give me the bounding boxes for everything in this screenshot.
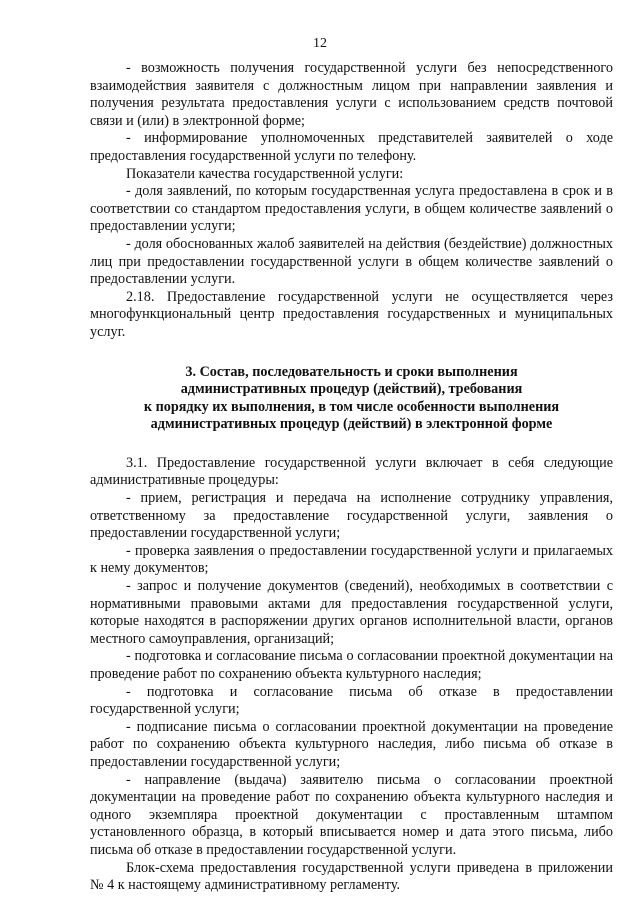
paragraph-complaints-share: - доля обоснованных жалоб заявителей на действия (бездействие) должностных лиц при предоставлении государственной услуги в общем количестве заявлений о предоставлении услуги. <box>90 235 613 288</box>
section-3-heading <box>90 364 613 434</box>
procedure-item: - проверка заявления о предоставлении государственной услуги и прилагаемых к нему документов; <box>90 542 613 577</box>
section-heading-line: 3. Состав, последовательность и сроки выполнения <box>185 363 518 380</box>
procedure-item: - подготовка и согласование письма о согласовании проектной документации на проведение работ по сохранению объекта культурного наследия; <box>90 648 613 682</box>
document-body <box>90 60 613 895</box>
paragraph-remote-access: - возможность получения государственной услуги без непосредственного взаимодействия заявителя с должностным лицом при направлении заявления и получения результата предоставления услуги с использованием средств почтовой связи и (или) в электронной форме; <box>90 60 613 129</box>
section-heading-line: административных процедур (действий) в электронной форме <box>150 416 553 433</box>
procedure-item: - прием, регистрация и передача на исполнение сотруднику управления, ответственному за предоставление государственной услуги, заявления о предоставлении государственной услуги; <box>90 490 613 542</box>
paragraph-2-18: 2.18. Предоставление государственной услуги не осуществляется через многофункциональный центр предоставления государственных и муниципальных услуг. <box>90 288 613 340</box>
page-number: 12 <box>313 36 327 51</box>
section-heading-line: административных процедур (действий), требования <box>180 381 523 398</box>
paragraph-flowchart-reference: Блок-схема предоставления государственной услуги приведена в приложении № 4 к настоящему административному регламенту. <box>90 859 613 894</box>
section-heading-line: к порядку их выполнения, в том числе особенности выполнения <box>143 398 560 415</box>
procedure-item: - подписание письма о согласовании проектной документации на проведение работ по сохранению объекта культурного наследия, либо письма об отказе в предоставлении государственной услуги; <box>90 718 613 770</box>
procedure-item: - направление (выдача) заявителю письма о согласовании проектной документации на проведение работ по сохранению объекта культурного наследия и одного экземпляра проектной документации с проставленным штампом установленного образца, в который вписывается номер и дата этого письма, либо письма об отказе в предоставлении государственной услуги. <box>90 771 613 858</box>
paragraph-timely-share: - доля заявлений, по которым государственная услуга предоставлена в срок и в соответствии со стандартом предоставления услуги, в общем количестве заявлений о предоставлении услуги; <box>90 183 613 235</box>
paragraph-phone-info: - информирование уполномоченных представителей заявителей о ходе предоставления государственной услуги по телефону. <box>90 130 613 164</box>
paragraph-3-1: 3.1. Предоставление государственной услуги включает в себя следующие административные процедуры: <box>90 454 613 489</box>
paragraph-quality-indicators: Показатели качества государственной услуги: <box>126 165 404 182</box>
procedure-item: - запрос и получение документов (сведений), необходимых в соответствии с нормативными правовыми актами для предоставления государственной услуги, которые находятся в распоряжении других органов исполнительной власти, органов местного самоуправления, организаций; <box>90 578 613 647</box>
procedure-item: - подготовка и согласование письма об отказе в предоставлении государственной услуги; <box>90 683 613 718</box>
